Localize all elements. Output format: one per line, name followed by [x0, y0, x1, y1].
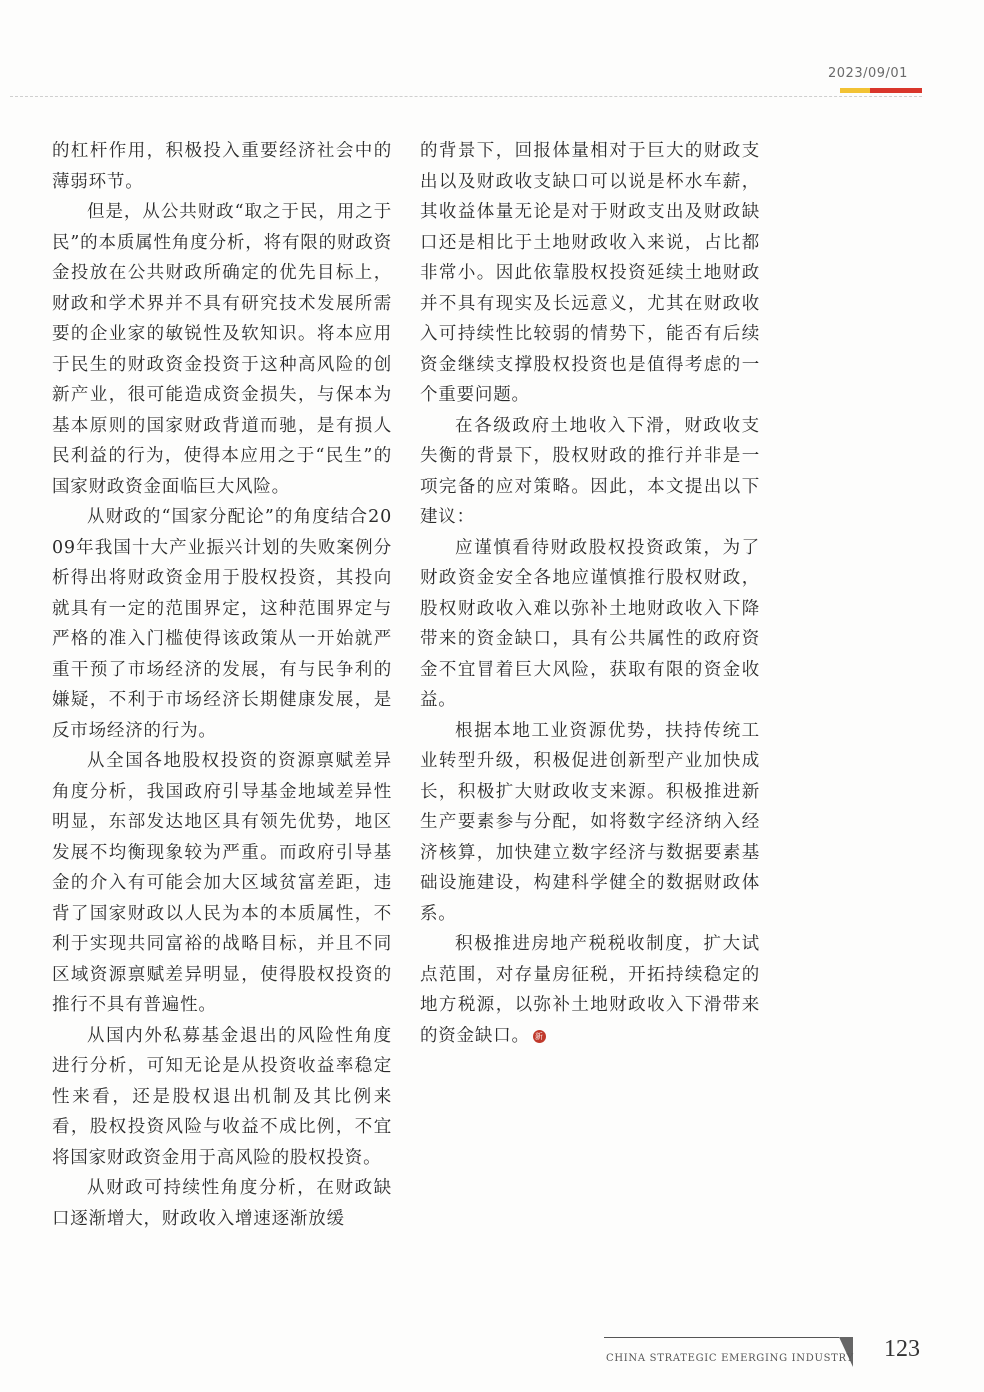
paragraph: 从财政的“国家分配论”的角度结合2009年我国十大产业振兴计划的失败案例分析得出将财政资金用于股权投资，其投向就具有一定的范围界定，这种范围界定与严格的准入门槛使得该政策从一开始就严重干预了市场经济的发展，有与民争利的嫌疑，不利于市场经济长期健康发展，是反市场经济的行为。: [52, 507, 392, 741]
header-date: 2023/09/01: [828, 66, 908, 81]
paragraph: 但是，从公共财政“取之于民，用之于民”的本质属性角度分析，将有限的财政资金投放在公共财政所确定的优先目标上，财政和学术界并不具有研究技术发展所需要的企业家的敏锐性及软知识。将本应用于民生的财政资金投资于这种高风险的创新产业，很可能造成资金损失，与保本为基本原则的国家财政背道而驰，是有损人民利益的行为，使得本应用之于“民生”的国家财政资金面临巨大风险。: [52, 202, 392, 497]
paragraph: 应谨慎看待财政股权投资政策，为了财政资金安全各地应谨慎推行股权财政，股权财政收入难以弥补土地财政收入下降带来的资金缺口，具有公共属性的政府资金不宜冒着巨大风险，获取有限的资金收益。: [420, 537, 760, 710]
paragraph: 从国内外私募基金退出的风险性角度进行分析，可知无论是从投资收益率稳定性来看，还是股权退出机制及其比例来看，股权投资风险与收益不成比例，不宜将国家财政资金用于高风险的股权投资。: [52, 1025, 392, 1168]
article-end-icon: 新: [533, 1030, 546, 1043]
paragraph: 根据本地工业资源优势，扶持传统工业转型升级，积极促进创新型产业加快成长，积极扩大财政收支来源。积极推进新生产要素参与分配，如将数字经济纳入经济核算，加快建立数字经济与数据要素基础设施建设，构建科学健全的数据财政体系。: [420, 720, 760, 924]
paragraph-text: 积极推进房地产税税收制度，扩大试点范围，对存量房征税，开拓持续稳定的地方税源，以弥补土地财政收入下滑带来的资金缺口。: [420, 934, 760, 1046]
page-number: 123: [884, 1336, 920, 1362]
header-divider: [10, 96, 922, 97]
paragraph: 在各级政府土地收入下滑，财政收支失衡的背景下，股权财政的推行并非是一项完备的应对策略。因此，本文提出以下建议：: [420, 415, 760, 527]
footer-journal-name: CHINA STRATEGIC EMERGING INDUSTRY: [606, 1353, 854, 1364]
header-bar-yellow: [840, 88, 870, 93]
paragraph: 的背景下，回报体量相对于巨大的财政支出以及财政收支缺口可以说是杯水车薪，其收益体量无论是对于财政支出及财政缺口还是相比于土地财政收入来说，占比都非常小。因此依靠股权投资延续土地财政并不具有现实及长远意义，尤其在财政收入可持续性比较弱的情势下，能否有后续资金继续支撑股权投资也是值得考虑的一个重要问题。: [420, 141, 760, 405]
left-column: [52, 136, 392, 1234]
paragraph: 从财政可持续性角度分析，在财政缺口逐渐增大，财政收入增速逐渐放缓: [52, 1178, 392, 1229]
right-column: [420, 136, 760, 1051]
header-bar-red: [870, 88, 922, 93]
paragraph-final: [420, 929, 760, 1051]
footer-divider: [604, 1337, 839, 1338]
paragraph: 从全国各地股权投资的资源禀赋差异角度分析，我国政府引导基金地域差异性明显，东部发达地区具有领先优势，地区发展不均衡现象较为严重。而政府引导基金的介入有可能会加大区域贫富差距，违背了国家财政以人民为本的本质属性，不利于实现共同富裕的战略目标，并且不同区域资源禀赋差异明显，使得股权投资的推行不具有普遍性。: [52, 751, 392, 1015]
paragraph: 的杠杆作用，积极投入重要经济社会中的薄弱环节。: [52, 141, 392, 192]
